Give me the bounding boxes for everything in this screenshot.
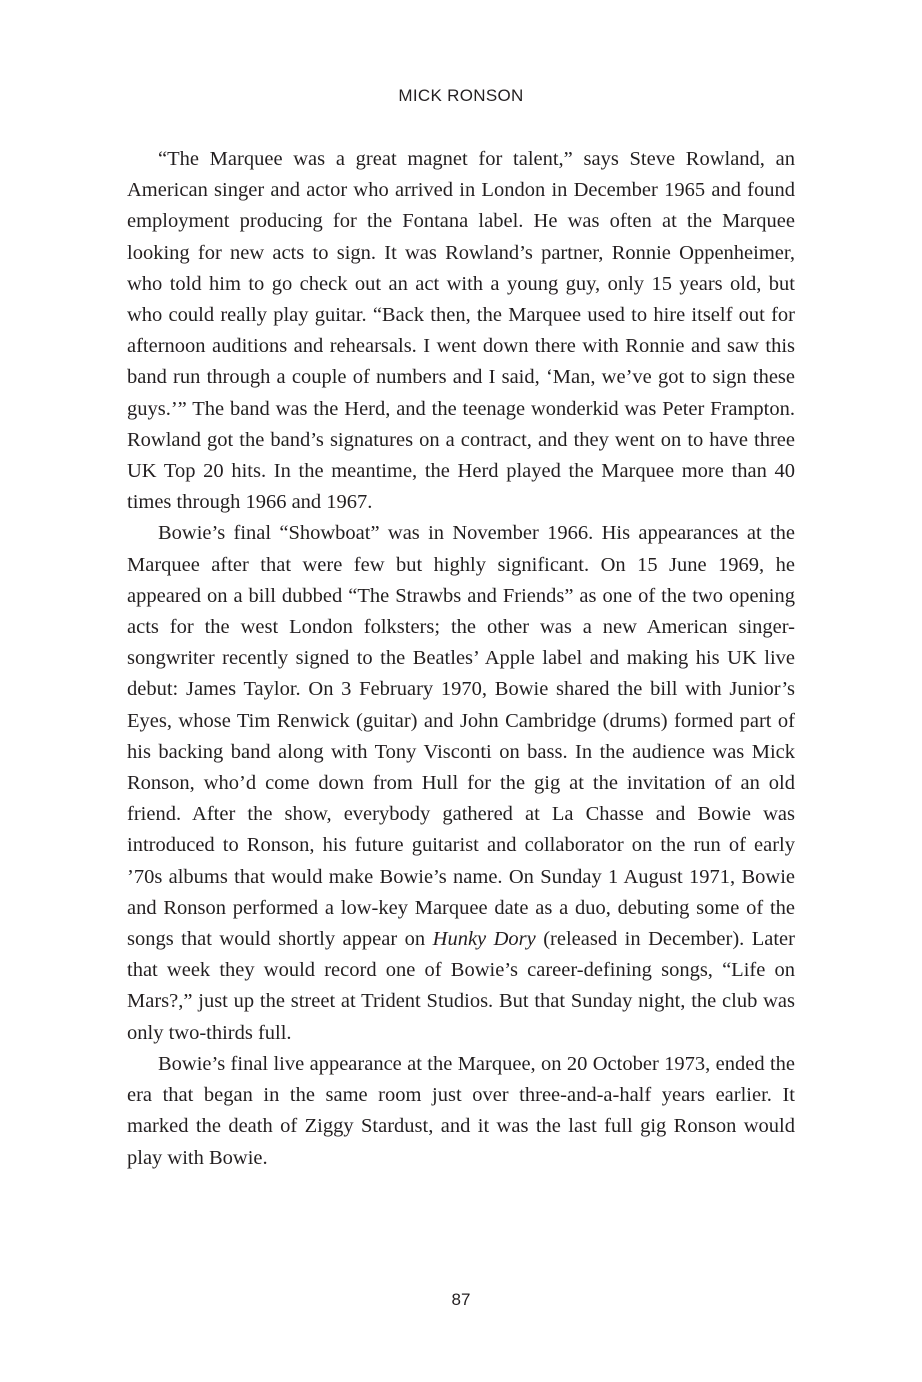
running-head: MICK RONSON <box>398 86 524 105</box>
line: numbers and I said, ‘Man, we’ve got to sign these guys.’” The band was the <box>127 366 795 420</box>
paragraph-2 <box>127 518 795 1048</box>
paragraph-1 <box>127 144 795 518</box>
paragraph-3 <box>127 1049 795 1174</box>
line: he appeared on a bill dubbed “The Strawbs and Friends” as one of the two <box>127 553 795 607</box>
line: guitarist and collaborator on the run of early ’70s albums that would make <box>127 834 796 888</box>
line-segment: (released in December). Later that week <box>127 928 795 982</box>
page-number: 87 <box>451 1290 471 1309</box>
line: a low-key Marquee date as a duo, debuting some of the songs that would <box>127 896 796 951</box>
line: years earlier. It marked the death of Ziggy Stardust, and it was the last full <box>127 1084 795 1138</box>
line: through 1966 and 1967. <box>176 491 373 514</box>
album-title: Hunky Dory <box>432 928 536 951</box>
line: they would record one of Bowie’s career-defining songs, “Life on Mars?,” <box>127 959 795 1013</box>
line: “The Marquee was a great magnet for talent,” says Steve Rowland, an <box>158 148 795 170</box>
line: bill with Junior’s Eyes, whose Tim Renwick (guitar) and John Cambridge <box>127 678 796 732</box>
line: just up the street at Trident Studios. But that Sunday night, the club was <box>198 990 795 1013</box>
line-segment: shortly appear on <box>278 928 433 951</box>
line: Herd, and the teenage wonderkid was Peter Frampton. Rowland got the <box>127 397 795 451</box>
line: American singer and actor who arrived in London in December 1965 <box>127 179 706 202</box>
line: his UK live debut: James Taylor. On 3 February 1970, Bowie shared the <box>127 647 795 701</box>
line: bass. In the audience was Mick Ronson, who’d come down from Hull <box>127 740 796 795</box>
line: and found employment producing for the Fontana label. He was often <box>127 179 796 233</box>
line: Ronnie Oppenheimer, who told him to go check out an act with a young <box>127 241 796 295</box>
line: Bowie’s name. On Sunday 1 August 1971, Bowie and Ronson performed <box>127 865 796 919</box>
line: went down there with Ronnie and saw this band run through a couple of <box>127 335 796 389</box>
line: ended the era that began in the same room just over three-and-a-half <box>127 1052 796 1107</box>
line: the Marquee after that were few but highly significant. On 15 June 1969, <box>127 522 795 576</box>
line: only two-thirds full. <box>127 1021 292 1044</box>
line: Bowie’s final live appearance at the Marquee, on 20 October 1973, <box>158 1052 711 1075</box>
body-text <box>127 144 795 1174</box>
line: (drums) formed part of his backing band along with Tony Visconti on <box>127 709 796 763</box>
line: band’s signatures on a contract, and they went on to have three UK Top 20 <box>127 428 796 483</box>
line: for the gig at the invitation of an old friend. After the show, everybody <box>127 772 795 826</box>
line: singer-songwriter recently signed to the Beatles’ Apple label and making <box>127 616 795 670</box>
line: Bowie’s final “Showboat” was in November 1966. His appearances at <box>158 522 762 545</box>
line: hits. In the meantime, the Herd played the Marquee more than 40 times <box>127 460 795 514</box>
line: Marquee used to hire itself out for afternoon auditions and rehearsals. I <box>127 304 796 358</box>
line: gathered at La Chasse and Bowie was introduced to Ronson, his future <box>127 803 795 857</box>
line: at the Marquee looking for new acts to sign. It was Rowland’s partner, <box>127 210 795 264</box>
line: guy, only 15 years old, but who could really play guitar. “Back then, the <box>127 272 795 327</box>
line: opening acts for the west London folksters; the other was a new American <box>127 584 795 639</box>
line: gig Ronson would play with Bowie. <box>127 1115 795 1169</box>
